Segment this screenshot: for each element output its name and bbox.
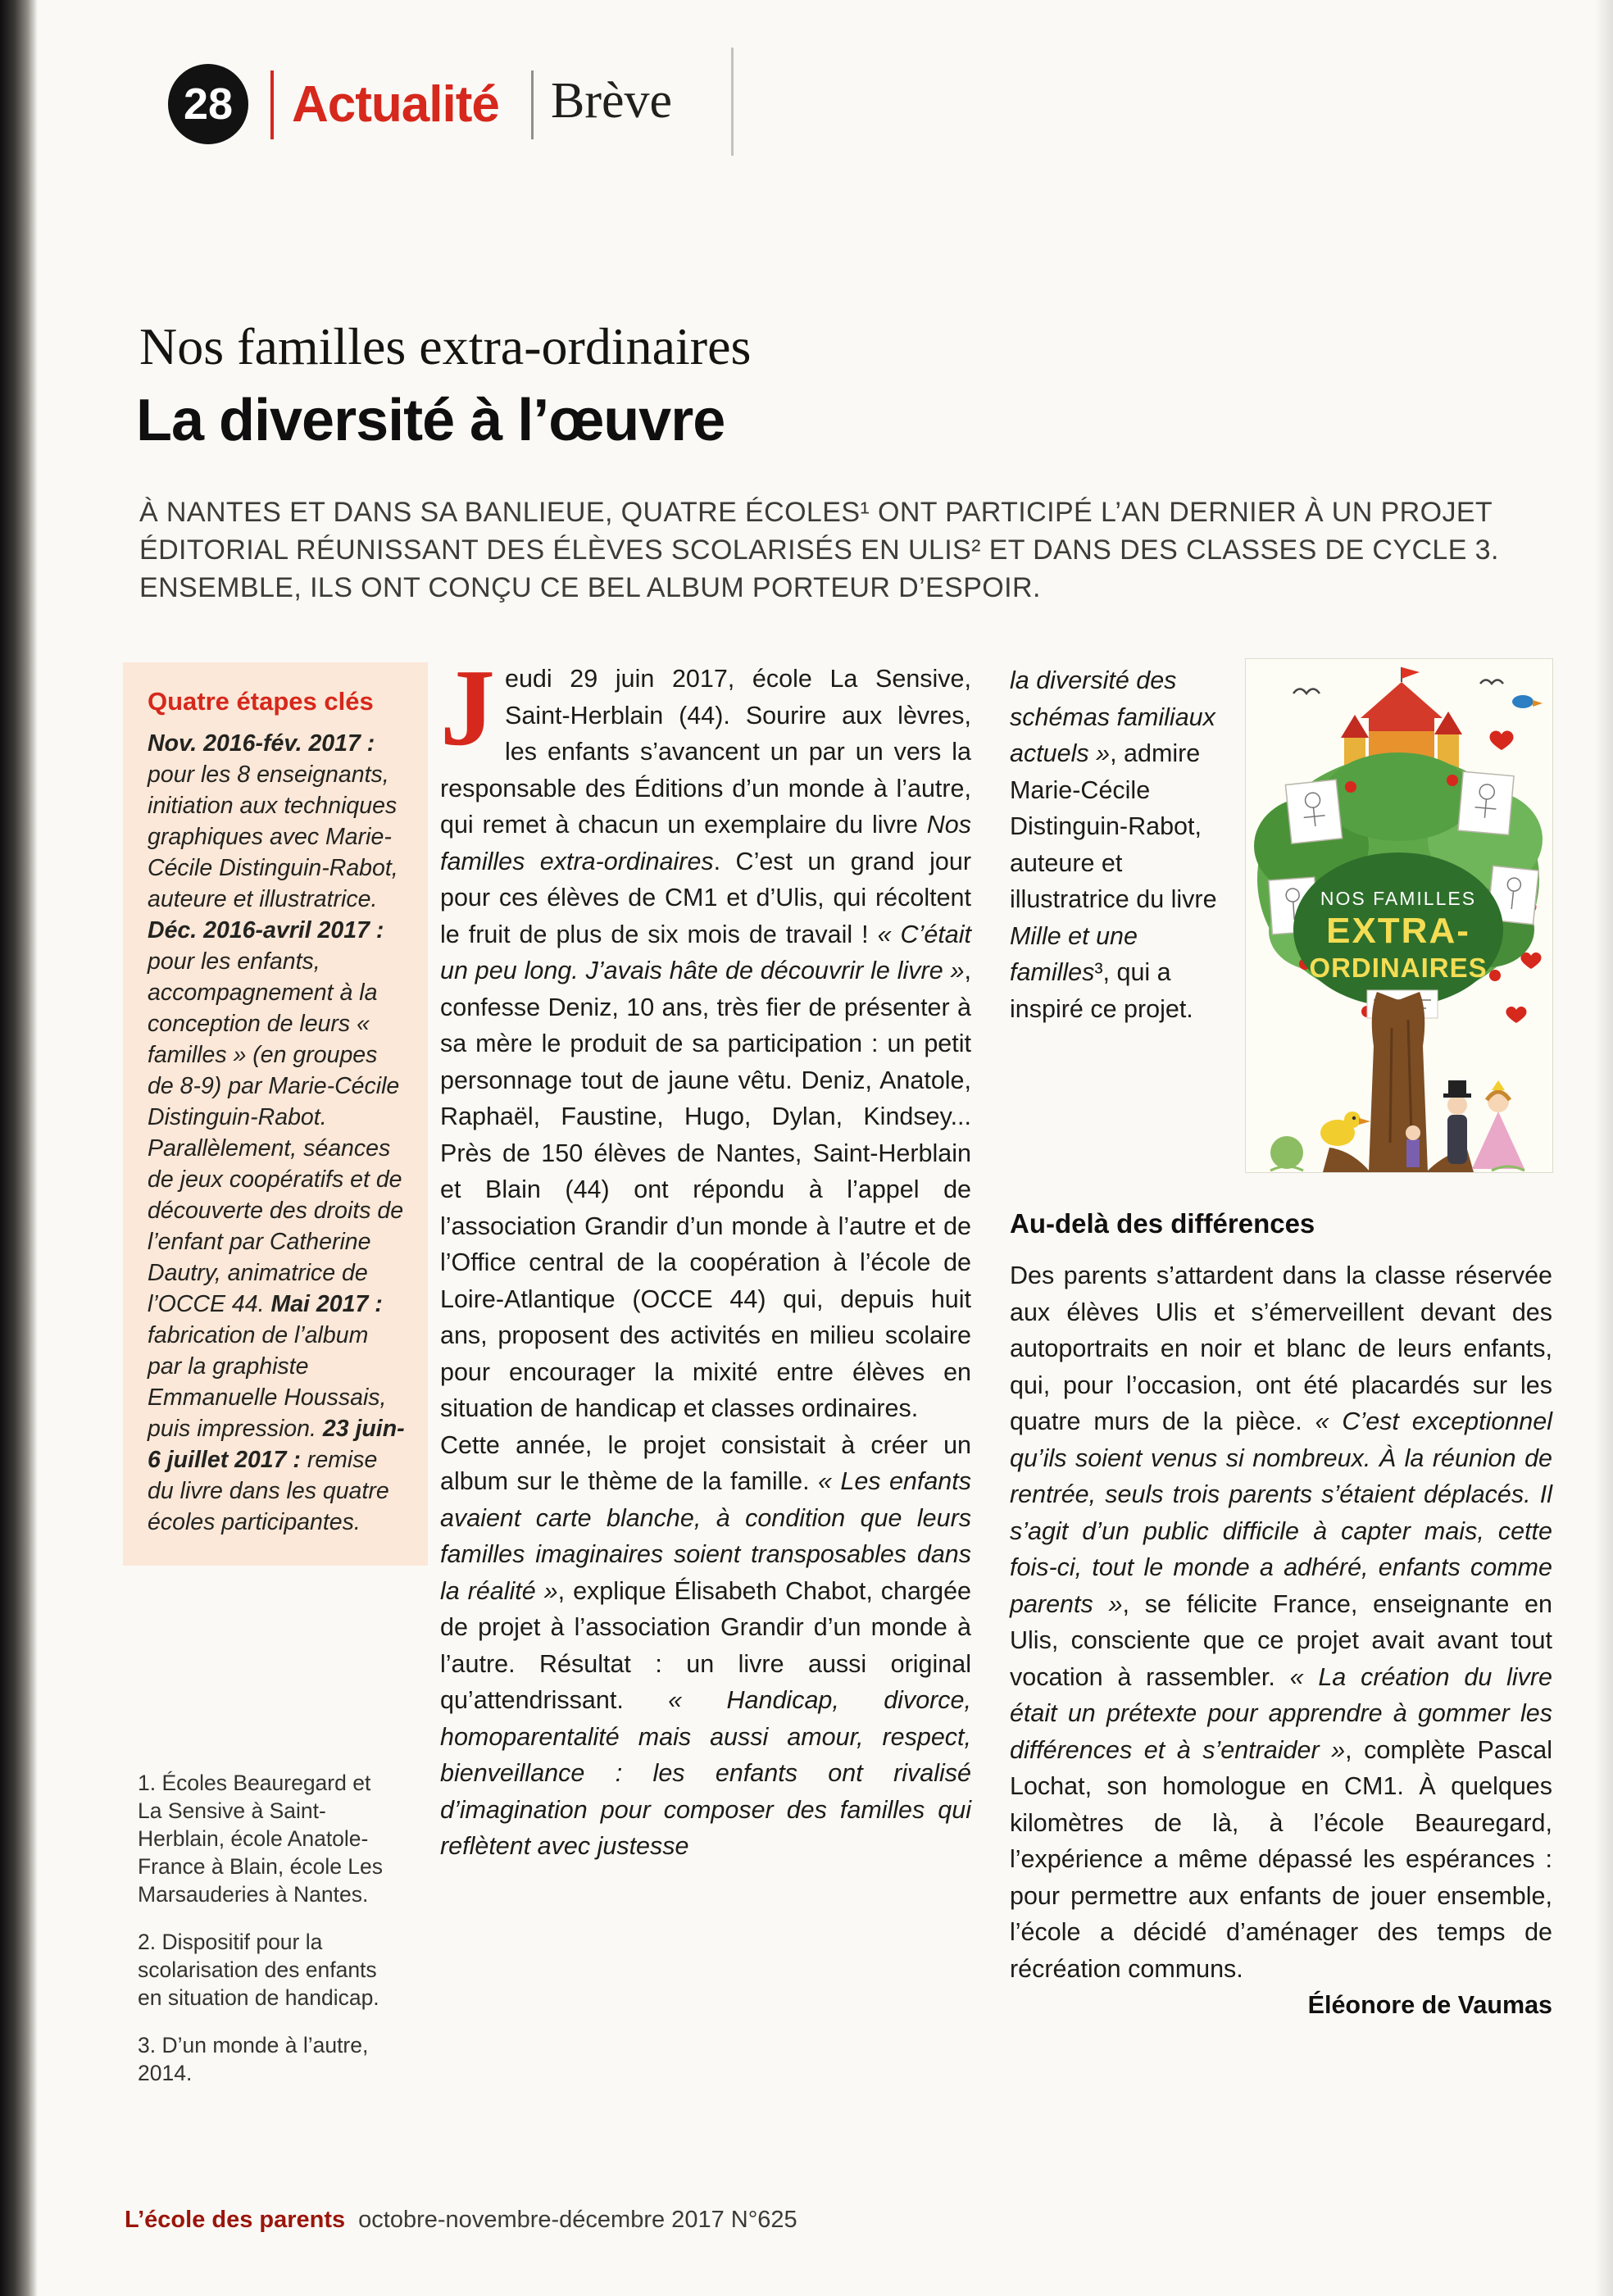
article-subhead: Au-delà des différences (1010, 1208, 1315, 1239)
sidebar-key-steps (123, 662, 428, 1566)
article-paragraph: Des parents s’attardent dans la classe réservée aux élèves Ulis et s’émerveillent devant des autoportraits en noir et blanc de leurs enfants, qui, pour l’occasion, ont été placardés sur les quatre murs de la pièce. « C’est exceptionnel qu’ils soient venus si nombreux. À la réunion de rentrée, seuls trois parents s’étaient déplacés. Il s’agit d’un public difficile à capter mais, cette fois-ci, tout le monde a adhéré, enfants comme parents », se félicite France, enseignante en Ulis, consciente que ce projet avait avant tout vocation à rassembler. « La création du livre était un prétexte pour apprendre à gommer les différences et à s’entraider », complète Pascal Lochat, son homologue en CM1. À quelques kilomètres de là, à l’école Beauregard, l’expérience a même dépassé les espérances : pour permettre aux enfants de jouer ensemble, l’école a décidé d’aménager des temps de récréation communs. (1010, 1262, 1553, 1983)
sidebar-title: Quatre étapes clés (148, 687, 374, 716)
issue-info: octobre-novembre-décembre 2017 N°625 (358, 2207, 797, 2233)
article-standfirst: À NANTES ET DANS SA BANLIEUE, QUATRE ÉCOLES¹ ONT PARTICIPÉ L’AN DERNIER À UN PROJET ÉDITORIAL RÉUNISSANT DES ÉLÈVES SCOLARISÉS EN ULIS² ET DANS DES CLASSES DE CYCLE 3. ENSEMBLE, ILS ONT CONÇU CE BEL ALBUM PORTEUR D’ESPOIR. (139, 497, 1499, 603)
page-footer (125, 2207, 797, 2234)
book-cover-art (1246, 659, 1552, 1172)
paragraph-text: eudi 29 juin 2017, école La Sensive, Saint-Herblain (44). Sourire aux lèvres, les enfants s’avancent un par un vers la responsable des Éditions d’un monde à l’autre, qui remet à chacun un exemplaire du livre Nos familles extra-ordinaires. C’est un grand jour pour ces élèves de CM1 et d’Ulis, qui récoltent le fruit de plus de six mois de travail ! « C’était un peu long. J’avais hâte de découvrir le livre », confesse Deniz, 10 ans, très fier de présenter à sa mère le produit de sa participation : un petit personnage tout de jaune vêtu. Deniz, Anatole, Raphaël, Faustine, Hugo, Dylan, Kindsey... Près de 150 élèves de Nantes, Saint-Herblain et Blain (44) ont répondu à l’appel de l’association Grandir d’un monde à l’autre et de l’Office central de la coopération à l’école de Loire-Atlantique (OCCE 44) qui, depuis huit ans, proposent des activités en milieu scolaire pour encourager la mixité entre élèves en situation de handicap et classes ordinaires. (440, 665, 972, 1422)
child-drawing (1406, 1125, 1420, 1167)
footnote-2: 2. Dispositif pour la scolarisation des enfants en situation de handicap. (138, 1930, 379, 2010)
article-paragraph (440, 647, 972, 1427)
rubric-label: Brève (551, 73, 673, 129)
byline: Éléonore de Vaumas (1307, 1991, 1552, 2019)
book-title-line1: NOS FAMILLES (1320, 888, 1477, 909)
article-paragraph (440, 1427, 971, 1865)
article-title: La diversité à l’œuvre (136, 388, 725, 453)
scan-right-edge (1595, 0, 1613, 2296)
bird-drawing (1512, 695, 1533, 708)
footnote-1: 1. Écoles Beauregard et La Sensive à Saint-Herblain, école Anatole-France à Blain, école Les Marsauderies à Nantes. (138, 1771, 384, 1907)
footnote-3: 3. D’un monde à l’autre, 2014. (138, 2033, 369, 2085)
magazine-name: L’école des parents (125, 2207, 346, 2233)
header-red-divider (270, 70, 274, 139)
article-kicker: Nos familles extra-ordinaires (139, 317, 752, 375)
book-cover-illustration (1246, 659, 1552, 1172)
article-column-2-intro: la diversité des schémas familiaux actuels », admire Marie-Cécile Distinguin-Rabot, auteure et illustratrice du livre Mille et une familles³, qui a inspiré ce projet. (1010, 666, 1217, 1023)
page-number-badge (168, 64, 248, 144)
sidebar-body: Nov. 2016-fév. 2017 : pour les 8 enseignants, initiation aux techniques graphiques avec Marie-Cécile Distinguin-Rabot, auteure et illustratrice. Déc. 2016-avril 2017 : pour les enfants, accompagnement à la conception de leurs « familles » (en groupes de 8-9) par Marie-Cécile Distinguin-Rabot. Parallèlement, séances de jeux coopératifs et de découverte des droits de l’enfant par Catherine Dautry, animatrice de l’OCCE 44. Mai 2017 : fabrication de l’album par la graphiste Emmanuelle Houssais, puis impression. 23 juin-6 juillet 2017 : remise du livre dans les quatre écoles participantes. (148, 730, 405, 1535)
dropcap: J (440, 647, 495, 768)
scan-left-edge (0, 0, 38, 2296)
article-column-1 (440, 647, 972, 1865)
header-end-divider (731, 48, 734, 156)
bush-doodle (1270, 1136, 1303, 1169)
page-number: 28 (183, 80, 234, 129)
book-title-line2: EXTRA- (1326, 911, 1470, 951)
book-title-line3: ORDINAIRES (1309, 952, 1488, 983)
article-column-2 (1010, 1257, 1552, 2024)
section-label: Actualité (292, 76, 499, 133)
header-divider (531, 70, 534, 139)
paragraph-text: Cette année, le projet consistait à créer un album sur le thème de la famille. « Les enfants avaient carte blanche, à condition que leurs familles imaginaires soient transposables dans la réalité », explique Élisabeth Chabot, chargée de projet à l’association Grandir d’un monde à l’autre. Résultat : un livre aussi original qu’attendrissant. « Handicap, divorce, homoparentalité mais aussi amour, respect, bienveillance : les enfants ont rivalisé d’imagination pour composer des familles qui reflètent avec justesse (440, 1430, 971, 1860)
footnotes (138, 1769, 384, 2107)
